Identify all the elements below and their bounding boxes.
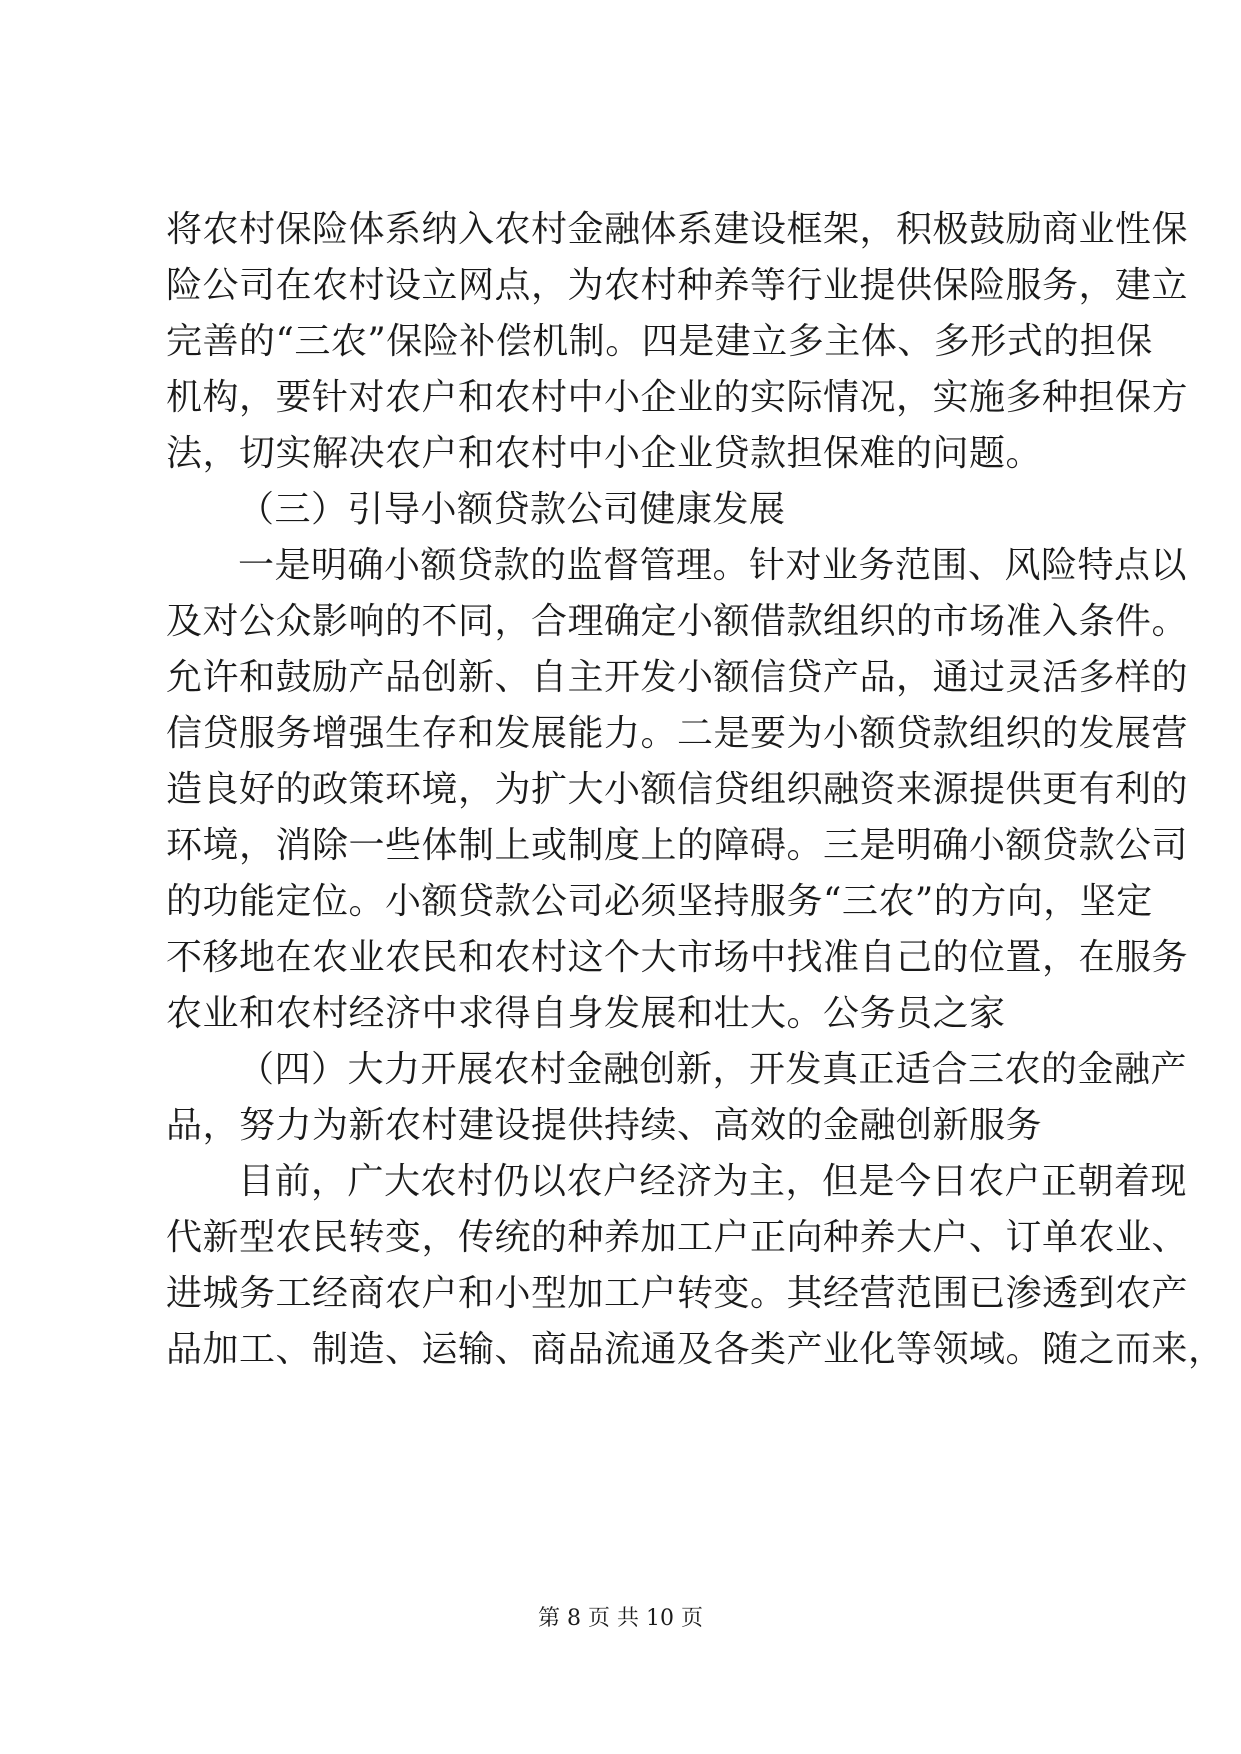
body-text-line: 环境，消除一些体制上或制度上的障碍。三是明确小额贷款公司 [166, 825, 1189, 866]
body-text-line: 不移地在农业农民和农村这个大市场中找准自己的位置，在服务 [166, 937, 1189, 978]
body-text-line: 造良好的政策环境，为扩大小额信贷组织融资来源提供更有利的 [166, 769, 1189, 810]
body-text-line: 品加工、制造、运输、商品流通及各类产业化等领域。随之而来， [166, 1329, 1225, 1370]
body-text-line: 险公司在农村设立网点，为农村种养等行业提供保险服务，建立 [166, 265, 1189, 306]
body-text-line: 的功能定位。小额贷款公司必须坚持服务“三农”的方向，坚定 [166, 881, 1153, 922]
body-text-line: 机构，要针对农户和农村中小企业的实际情况，实施多种担保方 [166, 377, 1189, 418]
body-text-line: 将农村保险体系纳入农村金融体系建设框架，积极鼓励商业性保 [166, 209, 1189, 250]
body-text-line: 完善的“三农”保险补偿机制。四是建立多主体、多形式的担保 [166, 321, 1153, 362]
body-text-line: 及对公众影响的不同，合理确定小额借款组织的市场准入条件。 [166, 601, 1189, 642]
body-text-line: 代新型农民转变，传统的种养加工户正向种养大户、订单农业、 [166, 1217, 1189, 1258]
body-text-line: 农业和农村经济中求得自身发展和壮大。公务员之家 [166, 993, 1006, 1034]
section-heading-continuation: 品，努力为新农村建设提供持续、高效的金融创新服务 [166, 1105, 1043, 1146]
body-text-line: 法，切实解决农户和农村中小企业贷款担保难的问题。 [166, 433, 1043, 474]
section-heading: （四）大力开展农村金融创新，开发真正适合三农的金融产 [238, 1049, 1188, 1090]
body-text-line: 允许和鼓励产品创新、自主开发小额信贷产品，通过灵活多样的 [166, 657, 1189, 698]
body-text-line: 一是明确小额贷款的监督管理。针对业务范围、风险特点以 [238, 545, 1188, 586]
body-text-line: 信贷服务增强生存和发展能力。二是要为小额贷款组织的发展营 [166, 713, 1189, 754]
page-footer: 第 8 页 共 10 页 [538, 1606, 703, 1631]
section-heading: （三）引导小额贷款公司健康发展 [238, 489, 786, 530]
body-text-line: 进城务工经商农户和小型加工户转变。其经营范围已渗透到农产 [166, 1273, 1189, 1314]
body-text-line: 目前，广大农村仍以农户经济为主，但是今日农户正朝着现 [238, 1161, 1188, 1202]
